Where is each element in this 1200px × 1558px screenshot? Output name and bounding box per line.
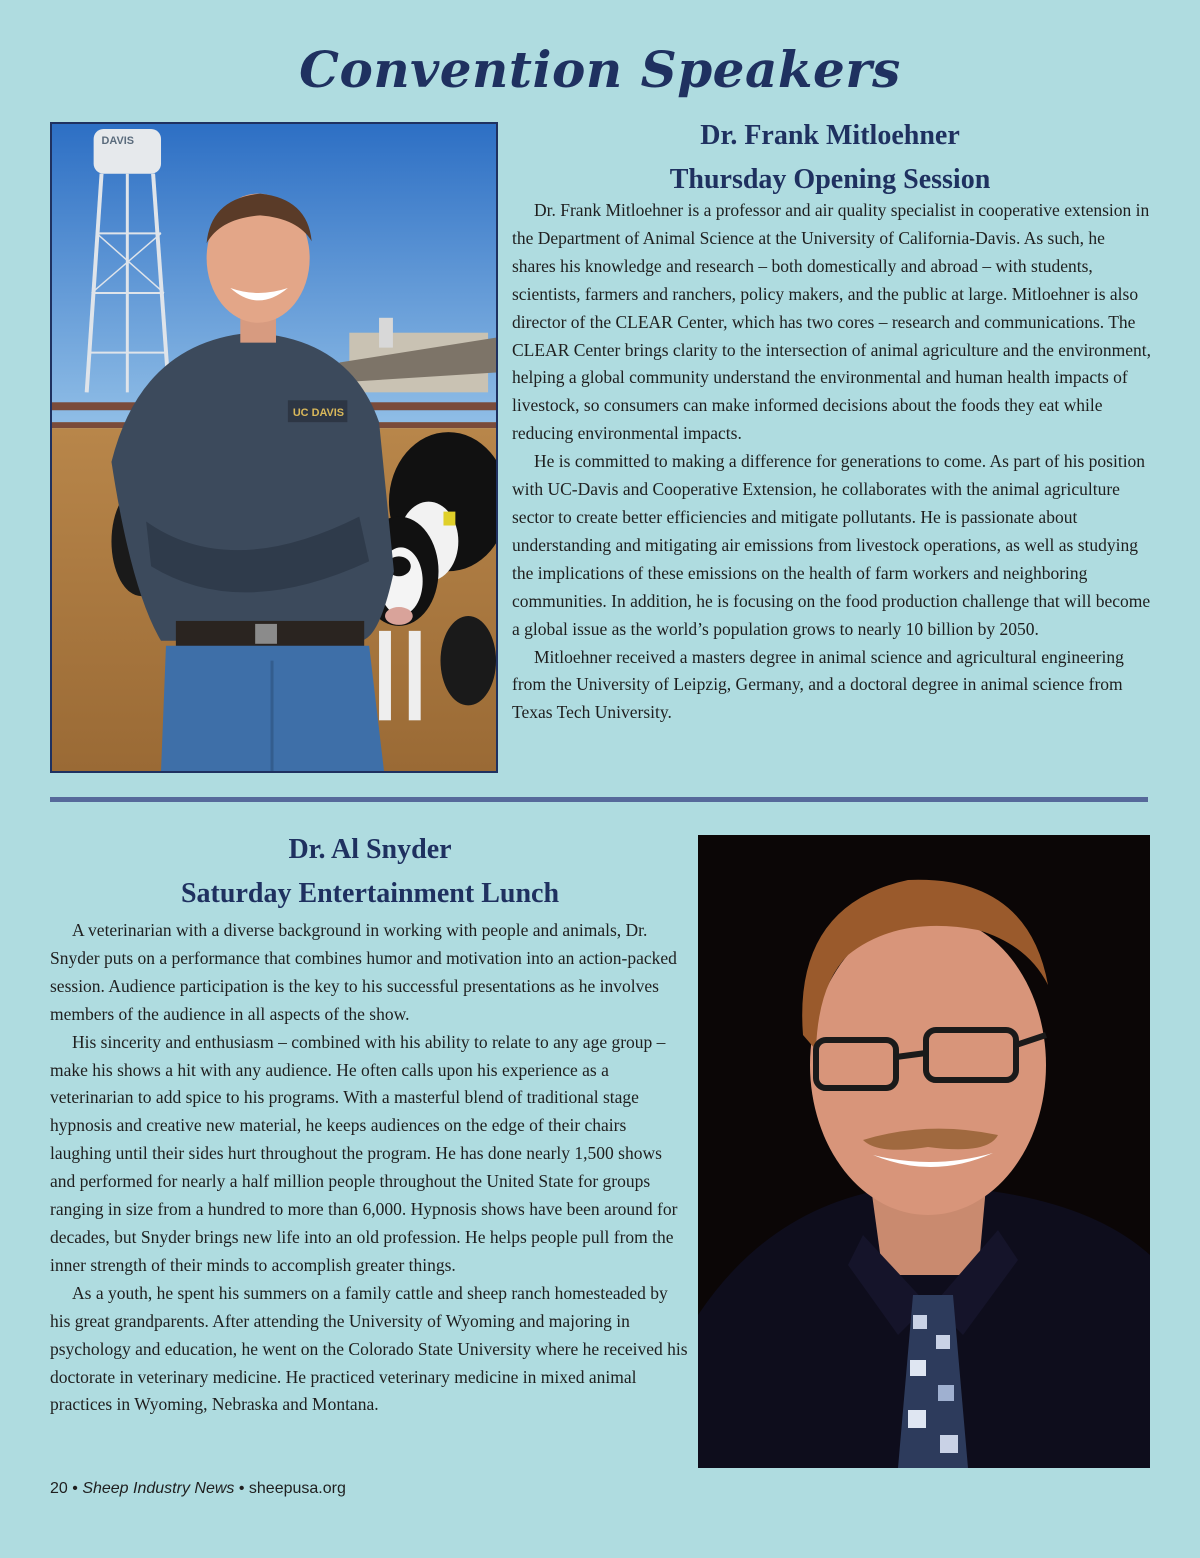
bio-paragraph: A veterinarian with a diverse background in working with people and animals, Dr. Snyder puts on a performance that combines humor and motivation into an action-packed session. Audience participation is the key to his successful presentations as he involves members of the audience in all aspects of the show. <box>50 920 677 1024</box>
speaker-photo-mitloehner <box>50 122 498 773</box>
section-divider <box>50 797 1148 802</box>
speaker-header-mitloehner <box>512 114 1148 202</box>
website-link[interactable]: sheepusa.org <box>248 1480 346 1497</box>
tower-label: DAVIS <box>101 134 135 147</box>
speaker-bio-snyder <box>50 917 690 1419</box>
speaker-name: Dr. Frank Mitloehner <box>700 120 960 151</box>
speaker-header-snyder <box>50 828 690 916</box>
bio-paragraph: Mitloehner received a masters degree in animal science and agricultural engineering from the University of Leipzig, Germany, and a doctoral degree in animal science from Texas Tech University. <box>512 646 1124 723</box>
page-footer <box>50 1480 346 1498</box>
publication-name: Sheep Industry News <box>82 1480 235 1497</box>
speaker-bio-mitloehner <box>512 197 1152 727</box>
bio-paragraph: As a youth, he spent his summers on a family cattle and sheep ranch homesteaded by his great grandparents. After attending the University of Wyoming and majoring in psychology and education, he went on the Colorado State University where he received his doctorate in veterinary medicine. He practiced veterinary medicine in mixed animal practices in Wyoming, Nebraska and Montana. <box>50 1282 688 1415</box>
bio-paragraph: His sincerity and enthusiasm – combined with his ability to relate to any age group – make his shows a hit with any audience. He often calls upon his experience as a veterinarian to add spice to his programs. With a masterful blend of traditional stage hypnosis and creative new material, he keeps audiences on the edge of their chairs laughing until their sides hurt throughout the program. He has done nearly 1,500 shows and performed for nearly a half million people throughout the United State for groups ranging in size from a hundred to more than 6,000. Hypnosis shows have been around for decades, but Snyder brings new life into an old profession. He helps people pull from the inner strength of their minds to accomplish greater things. <box>50 1031 678 1275</box>
shirt-logo-text: UC DAVIS <box>292 407 345 420</box>
bio-paragraph: He is committed to making a difference for generations to come. As part of his position with UC-Davis and Cooperative Extension, he collaborates with the animal agriculture sector to create better efficiencies and mitigate pollutants. He is passionate about understanding and mitigating air emissions from livestock operations, as well as studying the implications of these emissions on the health of farm workers and neighboring communities. In addition, he is focusing on the food production challenge that will become a global issue as the world’s population grows to nearly 10 billion by 2050. <box>512 451 1151 639</box>
footer-separator: • <box>72 1480 78 1497</box>
footer-separator: • <box>238 1480 245 1497</box>
speaker-session: Saturday Entertainment Lunch <box>180 878 560 909</box>
page-number: 20 <box>50 1480 68 1497</box>
bio-paragraph: Dr. Frank Mitloehner is a professor and air quality specialist in cooperative extension in the Department of Animal Science at the University of California-Davis. As such, he shares his knowledge and research – both domestically and abroad – with students, scientists, farmers and ranchers, policy makers, and the public at large. Mitloehner is also director of the CLEAR Center, which has two cores – research and communications. The CLEAR Center brings clarity to the intersection of animal agriculture and the environment, helping a global community understand the environmental and human health impacts of livestock, so consumers can make informed decisions about the foods they eat while reducing environmental impacts. <box>512 200 1152 444</box>
page-title: Convention Speakers <box>299 40 901 99</box>
speaker-photo-snyder <box>698 835 1150 1468</box>
speaker-session: Thursday Opening Session <box>669 164 991 195</box>
speaker-name: Dr. Al Snyder <box>288 834 452 865</box>
